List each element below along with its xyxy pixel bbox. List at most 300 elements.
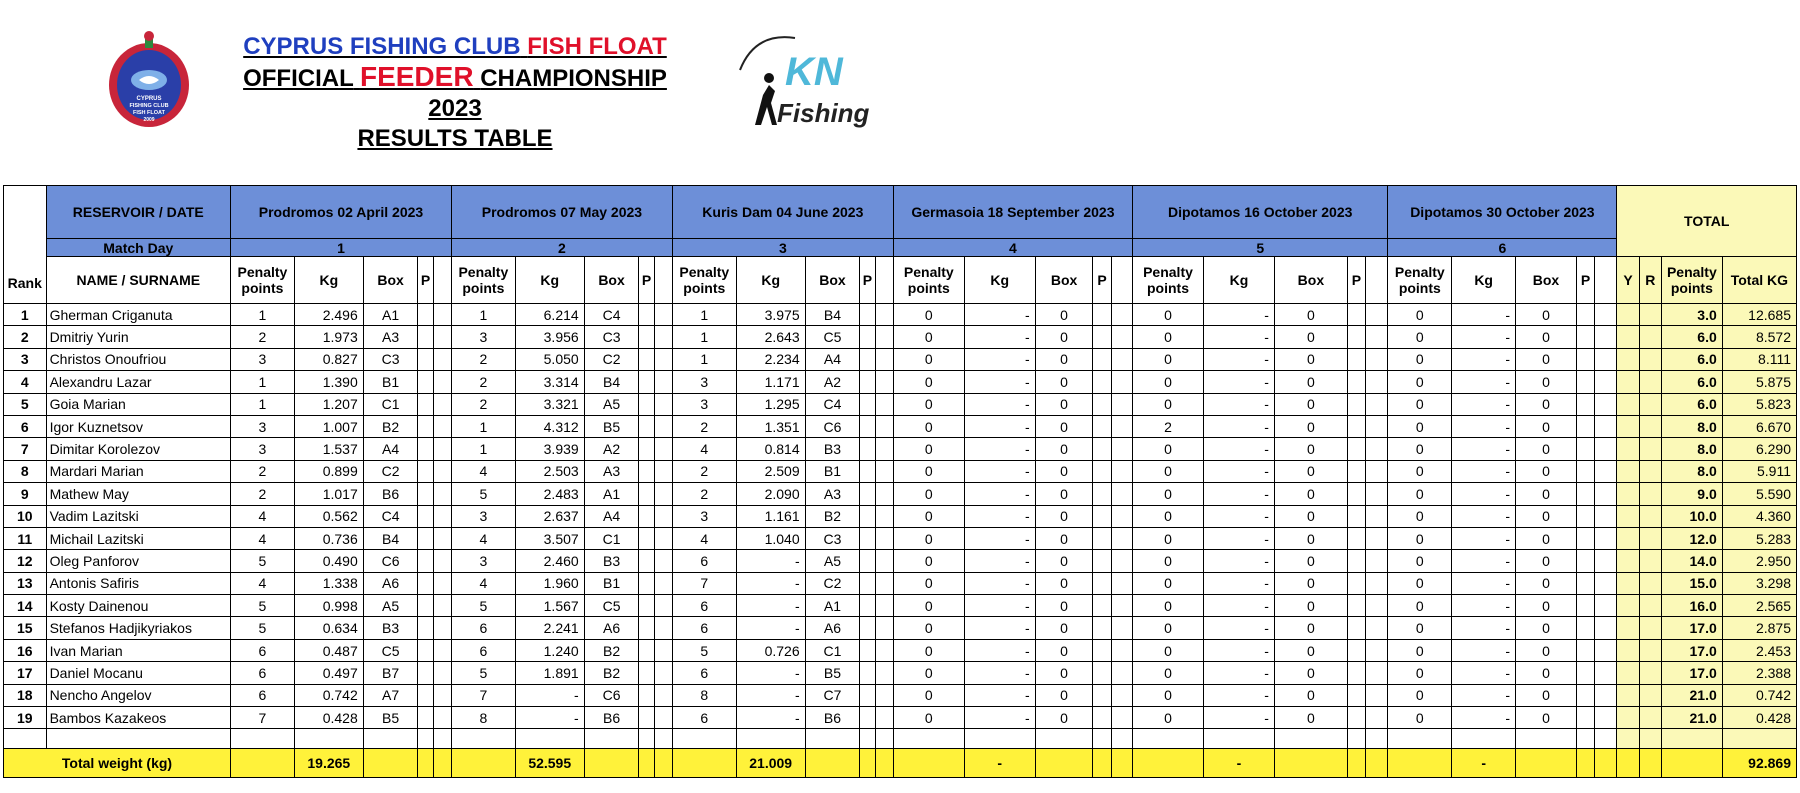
- kg-cell: 0.899: [294, 460, 363, 482]
- p-cell: [1347, 707, 1365, 729]
- kg-cell: 1.973: [294, 326, 363, 348]
- p-extra-cell: [433, 505, 451, 527]
- p-extra-cell: [433, 550, 451, 572]
- kg-cell: -: [1203, 595, 1274, 617]
- p-cell: [418, 348, 433, 370]
- p-cell: [639, 460, 654, 482]
- kg-cell: 0.562: [294, 505, 363, 527]
- name-cell: Igor Kuznetsov: [46, 415, 230, 437]
- p-cell: [1093, 595, 1111, 617]
- p-cell: [1576, 550, 1594, 572]
- box-cell: B6: [363, 483, 418, 505]
- blank-cell: [654, 729, 672, 749]
- y-cell: [1617, 326, 1639, 348]
- box-cell: B3: [584, 550, 639, 572]
- kg-cell: 0.428: [294, 707, 363, 729]
- penalty-cell: 1: [451, 415, 515, 437]
- table-row: [4, 572, 1797, 594]
- total-kg-cell: 8.572: [1722, 326, 1796, 348]
- box-cell: C4: [363, 505, 418, 527]
- kg-cell: 0.742: [294, 684, 363, 706]
- penalty-cell: 0: [1388, 550, 1452, 572]
- logo-fishing: Fishing: [777, 98, 870, 128]
- table-row: [4, 393, 1797, 415]
- y-header: Y: [1617, 257, 1639, 304]
- penalty-cell: 1: [231, 393, 295, 415]
- p-cell: [860, 617, 875, 639]
- p-extra-cell: [433, 438, 451, 460]
- total-box-cell: [1274, 749, 1347, 778]
- box-cell: 0: [1516, 505, 1577, 527]
- penalty-cell: 4: [672, 438, 736, 460]
- box-cell: A6: [584, 617, 639, 639]
- box-cell: C5: [584, 595, 639, 617]
- penalty-cell: 6: [231, 639, 295, 661]
- p-cell: [639, 348, 654, 370]
- p-cell: [1347, 460, 1365, 482]
- total-pen-cell: [1133, 749, 1204, 778]
- p-extra-cell: [875, 572, 893, 594]
- p-extra-cell: [1366, 639, 1388, 661]
- name-cell: Oleg Panforov: [46, 550, 230, 572]
- kg-cell: -: [1452, 304, 1516, 326]
- p-cell: [1576, 415, 1594, 437]
- box-cell: B2: [584, 662, 639, 684]
- box-cell: A2: [584, 438, 639, 460]
- rank-cell: 9: [4, 483, 47, 505]
- title-results-table: RESULTS TABLE: [357, 125, 553, 152]
- y-cell: [1617, 348, 1639, 370]
- penalty-cell: 6: [672, 707, 736, 729]
- results-table: [3, 185, 1797, 778]
- p-extra-cell: [875, 707, 893, 729]
- kg-cell: 0.487: [294, 639, 363, 661]
- box-cell: C3: [584, 326, 639, 348]
- total-kg-cell: 2.453: [1722, 639, 1796, 661]
- box-cell: A3: [584, 460, 639, 482]
- p-extra-cell: [654, 304, 672, 326]
- box-cell: C6: [584, 684, 639, 706]
- match-2-header: Prodromos 07 May 2023: [451, 186, 672, 239]
- penalty-cell: 0: [893, 483, 964, 505]
- blank-cell: [1111, 729, 1132, 749]
- kg-cell: -: [1452, 326, 1516, 348]
- box-cell: 0: [1274, 438, 1347, 460]
- p-cell: [1347, 483, 1365, 505]
- total-penalty-cell: 21.0: [1661, 684, 1722, 706]
- p-extra-cell: [433, 572, 451, 594]
- kg-header: Kg: [1452, 257, 1516, 304]
- box-cell: A4: [805, 348, 860, 370]
- y-cell: [1617, 483, 1639, 505]
- logo-text-1: CYPRUS: [136, 96, 162, 102]
- penalty-cell: 0: [893, 639, 964, 661]
- box-cell: B1: [805, 460, 860, 482]
- total-pen-cell: [231, 749, 295, 778]
- blank-row: [4, 729, 1797, 749]
- p-cell: [860, 438, 875, 460]
- kg-cell: -: [1452, 550, 1516, 572]
- name-cell: Antonis Safiris: [46, 572, 230, 594]
- penalty-cell: 0: [1133, 684, 1204, 706]
- p-extra-cell: [875, 326, 893, 348]
- kg-cell: 1.161: [736, 505, 805, 527]
- kg-cell: 1.891: [515, 662, 584, 684]
- box-cell: 0: [1035, 438, 1093, 460]
- p-cell: [1093, 617, 1111, 639]
- rank-cell: 10: [4, 505, 47, 527]
- box-cell: 0: [1516, 639, 1577, 661]
- logo-text-3: FISH FLOAT: [133, 110, 165, 116]
- kg-cell: 2.643: [736, 326, 805, 348]
- blank-cell: [451, 729, 515, 749]
- total-penalty-cell: 3.0: [1661, 304, 1722, 326]
- kg-cell: -: [1203, 572, 1274, 594]
- kg-cell: -: [1203, 460, 1274, 482]
- p-extra-cell: [1595, 505, 1617, 527]
- p-extra-cell: [875, 371, 893, 393]
- p-extra-cell: [1111, 617, 1132, 639]
- kg-cell: 0.497: [294, 662, 363, 684]
- penalty-cell: 5: [672, 639, 736, 661]
- kg-cell: -: [1452, 684, 1516, 706]
- penalty-cell: 5: [451, 595, 515, 617]
- kg-header: Kg: [515, 257, 584, 304]
- penalty-cell: 0: [1133, 483, 1204, 505]
- p-cell: [1093, 662, 1111, 684]
- y-cell: [1617, 550, 1639, 572]
- p-cell: [1093, 550, 1111, 572]
- kg-header: Kg: [736, 257, 805, 304]
- p-extra-cell: [1595, 415, 1617, 437]
- name-cell: Gherman Criganuta: [46, 304, 230, 326]
- p-cell: [1576, 304, 1594, 326]
- p-cell: [860, 707, 875, 729]
- match-total-weight: -: [1203, 749, 1274, 778]
- p-cell: [418, 304, 433, 326]
- logo-text-4: 2009: [143, 117, 155, 123]
- box-cell: 0: [1516, 684, 1577, 706]
- y-cell: [1617, 684, 1639, 706]
- p-extra-cell: [1595, 662, 1617, 684]
- penalty-cell: 0: [893, 505, 964, 527]
- p-cell: [860, 415, 875, 437]
- p-extra-cell: [654, 617, 672, 639]
- kg-cell: -: [1452, 348, 1516, 370]
- penalty-cell: 2: [672, 460, 736, 482]
- box-cell: 0: [1516, 617, 1577, 639]
- p-cell: [1347, 505, 1365, 527]
- kg-cell: -: [1452, 371, 1516, 393]
- table-row: [4, 304, 1797, 326]
- p-extra-cell: [1111, 505, 1132, 527]
- penalty-cell: 0: [1133, 617, 1204, 639]
- kg-cell: -: [1203, 707, 1274, 729]
- box-cell: 0: [1274, 595, 1347, 617]
- blank-cell: [1576, 729, 1594, 749]
- p-cell: [639, 393, 654, 415]
- p-extra-cell: [654, 483, 672, 505]
- r-cell: [1639, 371, 1661, 393]
- r-cell: [1639, 684, 1661, 706]
- p-extra-cell: [1366, 707, 1388, 729]
- kg-cell: 2.460: [515, 550, 584, 572]
- box-cell: 0: [1035, 617, 1093, 639]
- penalty-cell: 2: [231, 483, 295, 505]
- p-cell: [1576, 684, 1594, 706]
- total-r-cell: [1639, 749, 1661, 778]
- match-total-weight: 21.009: [736, 749, 805, 778]
- name-cell: Dmitriy Yurin: [46, 326, 230, 348]
- penalty-cell: 0: [1388, 348, 1452, 370]
- box-cell: A5: [363, 595, 418, 617]
- blank-cell: [805, 729, 860, 749]
- p-cell: [639, 595, 654, 617]
- box-cell: 0: [1274, 639, 1347, 661]
- kg-cell: -: [964, 348, 1035, 370]
- p-extra-cell: [1366, 572, 1388, 594]
- p-header: P: [639, 257, 654, 304]
- y-cell: [1617, 639, 1639, 661]
- p-extra-cell: [654, 684, 672, 706]
- kg-cell: -: [964, 304, 1035, 326]
- y-cell: [1617, 393, 1639, 415]
- name-header: NAME / SURNAME: [46, 257, 230, 304]
- rank-cell: 14: [4, 595, 47, 617]
- p-extra-cell: [654, 662, 672, 684]
- p-cell: [1093, 415, 1111, 437]
- kg-cell: -: [1452, 505, 1516, 527]
- box-cell: B7: [363, 662, 418, 684]
- penalty-cell: 1: [231, 304, 295, 326]
- box-cell: B2: [584, 639, 639, 661]
- total-penalty-header: Penalty points: [1661, 257, 1722, 304]
- blank-cell: [515, 729, 584, 749]
- box-cell: B5: [805, 662, 860, 684]
- box-cell: 0: [1035, 304, 1093, 326]
- table-row: [4, 415, 1797, 437]
- box-cell: 0: [1516, 393, 1577, 415]
- box-cell: 0: [1516, 707, 1577, 729]
- penalty-cell: 0: [1388, 326, 1452, 348]
- blank-cell: [231, 729, 295, 749]
- total-kg-cell: 0.428: [1722, 707, 1796, 729]
- y-cell: [1617, 505, 1639, 527]
- p-extra-cell: [1366, 527, 1388, 549]
- total-kg-cell: 12.685: [1722, 304, 1796, 326]
- r-cell: [1639, 348, 1661, 370]
- total-p-extra-cell: [875, 749, 893, 778]
- name-cell: Goia Marian: [46, 393, 230, 415]
- total-kg-cell: 8.111: [1722, 348, 1796, 370]
- rank-cell: 8: [4, 460, 47, 482]
- box-cell: A5: [584, 393, 639, 415]
- p-cell: [639, 550, 654, 572]
- p-extra-cell: [875, 639, 893, 661]
- p-cell: [1093, 572, 1111, 594]
- p-extra-cell: [875, 595, 893, 617]
- penalty-cell: 3: [672, 393, 736, 415]
- kg-cell: -: [1203, 684, 1274, 706]
- total-pen-sum-cell: [1661, 749, 1722, 778]
- penalty-cell: 0: [1133, 460, 1204, 482]
- penalty-cell: 3: [451, 550, 515, 572]
- kg-cell: -: [1452, 527, 1516, 549]
- kg-cell: 0.827: [294, 348, 363, 370]
- p-extra-cell: [1366, 371, 1388, 393]
- p-extra-cell: [875, 304, 893, 326]
- table-row: [4, 550, 1797, 572]
- total-penalty-cell: 16.0: [1661, 595, 1722, 617]
- box-cell: C1: [363, 393, 418, 415]
- kg-cell: -: [1203, 438, 1274, 460]
- penalty-cell: 3: [231, 415, 295, 437]
- total-p-cell: [1093, 749, 1111, 778]
- total-penalty-cell: 6.0: [1661, 371, 1722, 393]
- kg-cell: -: [736, 707, 805, 729]
- box-cell: 0: [1274, 304, 1347, 326]
- box-cell: 0: [1274, 415, 1347, 437]
- box-cell: A6: [805, 617, 860, 639]
- p-extra-cell: [1111, 527, 1132, 549]
- penalty-cell: 4: [672, 527, 736, 549]
- box-cell: 0: [1274, 371, 1347, 393]
- p-extra-cell: [1111, 326, 1132, 348]
- p-extra-cell: [1595, 617, 1617, 639]
- blank-cell: [1274, 729, 1347, 749]
- p-cell: [1093, 707, 1111, 729]
- kg-header: Kg: [1203, 257, 1274, 304]
- blank-cell: [4, 729, 47, 749]
- total-penalty-cell: 8.0: [1661, 460, 1722, 482]
- total-kg-cell: 5.283: [1722, 527, 1796, 549]
- p-cell: [1347, 438, 1365, 460]
- page-header: [0, 0, 1800, 180]
- box-cell: 0: [1035, 684, 1093, 706]
- box-cell: C5: [363, 639, 418, 661]
- box-cell: C2: [805, 572, 860, 594]
- total-penalty-cell: 10.0: [1661, 505, 1722, 527]
- total-weight-label: Total weight (kg): [4, 749, 231, 778]
- p-extra-cell: [433, 483, 451, 505]
- match-day-3: 3: [672, 239, 893, 257]
- y-cell: [1617, 371, 1639, 393]
- p-extra-cell: [875, 505, 893, 527]
- box-cell: A5: [805, 550, 860, 572]
- kg-cell: -: [1203, 304, 1274, 326]
- penalty-cell: 0: [1133, 505, 1204, 527]
- blank-cell: [1347, 729, 1365, 749]
- p-cell: [418, 393, 433, 415]
- total-kg-cell: 2.388: [1722, 662, 1796, 684]
- p-cell: [639, 684, 654, 706]
- penalty-cell: 0: [893, 595, 964, 617]
- kg-cell: -: [964, 550, 1035, 572]
- penalty-cell: 0: [1133, 304, 1204, 326]
- p-cell: [860, 393, 875, 415]
- r-cell: [1639, 617, 1661, 639]
- kg-cell: -: [1452, 662, 1516, 684]
- p-extra-cell: [875, 483, 893, 505]
- box-cell: A3: [805, 483, 860, 505]
- total-kg-cell: 2.875: [1722, 617, 1796, 639]
- penalty-cell: 0: [1388, 707, 1452, 729]
- p-cell: [1576, 371, 1594, 393]
- kg-cell: -: [736, 572, 805, 594]
- p-cell: [639, 617, 654, 639]
- r-cell: [1639, 572, 1661, 594]
- p-cell: [860, 639, 875, 661]
- blank-cell: [1388, 729, 1452, 749]
- kg-cell: 2.509: [736, 460, 805, 482]
- p-extra-cell: [875, 662, 893, 684]
- r-cell: [1639, 662, 1661, 684]
- total-penalty-cell: 21.0: [1661, 707, 1722, 729]
- box-cell: 0: [1274, 550, 1347, 572]
- box-cell: 0: [1516, 304, 1577, 326]
- total-box-cell: [584, 749, 639, 778]
- penalty-cell: 0: [1388, 595, 1452, 617]
- total-penalty-cell: 6.0: [1661, 393, 1722, 415]
- r-cell: [1639, 304, 1661, 326]
- penalty-cell: 6: [672, 617, 736, 639]
- p-cell: [1093, 348, 1111, 370]
- penalty-cell: 3: [672, 505, 736, 527]
- kg-cell: -: [1203, 617, 1274, 639]
- table-row: [4, 371, 1797, 393]
- p-extra-cell: [1366, 550, 1388, 572]
- p-extra-cell: [654, 371, 672, 393]
- blank-cell: [1035, 729, 1093, 749]
- p-extra-header: [1366, 257, 1388, 304]
- name-cell: Alexandru Lazar: [46, 371, 230, 393]
- blank-cell: [1452, 729, 1516, 749]
- p-cell: [1347, 617, 1365, 639]
- kg-cell: 1.567: [515, 595, 584, 617]
- kg-cell: -: [1203, 639, 1274, 661]
- p-extra-cell: [1595, 572, 1617, 594]
- blank-cell: [1722, 729, 1796, 749]
- title-club: CYPRUS FISHING CLUB: [243, 33, 521, 60]
- p-extra-cell: [875, 684, 893, 706]
- kg-cell: -: [964, 483, 1035, 505]
- table-row: [4, 595, 1797, 617]
- penalty-points-header: Penalty points: [1388, 257, 1452, 304]
- p-extra-cell: [875, 460, 893, 482]
- y-cell: [1617, 460, 1639, 482]
- penalty-cell: 3: [231, 438, 295, 460]
- penalty-cell: 1: [672, 348, 736, 370]
- p-extra-cell: [654, 326, 672, 348]
- kg-cell: -: [736, 662, 805, 684]
- kg-cell: 2.503: [515, 460, 584, 482]
- kg-cell: -: [964, 662, 1035, 684]
- name-cell: Mathew May: [46, 483, 230, 505]
- p-extra-header: [875, 257, 893, 304]
- p-extra-cell: [654, 393, 672, 415]
- p-extra-cell: [433, 662, 451, 684]
- kg-cell: 3.975: [736, 304, 805, 326]
- kg-cell: -: [1203, 326, 1274, 348]
- box-header: Box: [1516, 257, 1577, 304]
- p-extra-cell: [433, 348, 451, 370]
- p-extra-cell: [1595, 483, 1617, 505]
- box-header: Box: [584, 257, 639, 304]
- p-extra-cell: [1595, 371, 1617, 393]
- name-cell: Stefanos Hadjikyriakos: [46, 617, 230, 639]
- box-cell: 0: [1274, 505, 1347, 527]
- r-cell: [1639, 550, 1661, 572]
